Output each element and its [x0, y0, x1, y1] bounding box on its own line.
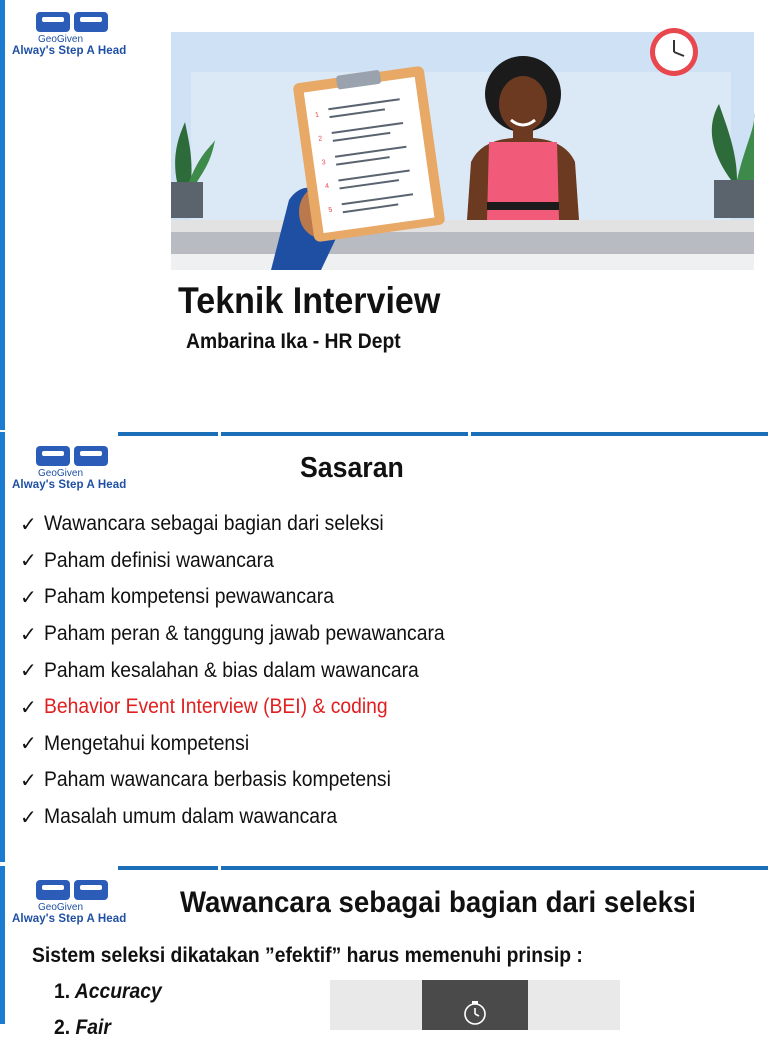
list-item: ✓ Wawancara sebagai bagian dari seleksi	[20, 512, 384, 536]
logo-brand: GeoGiven	[38, 34, 84, 45]
slide-edge-bar	[0, 866, 5, 1024]
list-item: ✓ Paham peran & tanggung jawab pewawancara	[20, 622, 445, 646]
svg-text:GeoGiven: GeoGiven	[38, 468, 84, 479]
presentation-title: Teknik Interview	[178, 280, 441, 321]
slide-title	[0, 0, 768, 430]
check-icon: ✓	[20, 586, 37, 609]
svg-text:1: 1	[314, 111, 320, 120]
slide-selection	[0, 866, 768, 1039]
list-item: 1. Accuracy	[54, 980, 162, 1003]
check-icon: ✓	[20, 550, 37, 573]
interview-illustration	[171, 32, 754, 270]
company-logo	[8, 10, 168, 57]
list-item: ✓ Paham kesalahan & bias dalam wawancara	[20, 658, 419, 683]
list-item: ✓ Masalah umum dalam wawancara	[20, 805, 338, 829]
objectives-list	[20, 506, 479, 835]
clock-icon	[650, 28, 698, 76]
svg-text:2: 2	[317, 135, 323, 143]
slide-graphic	[330, 980, 620, 1030]
list-item: ✓ Mengetahui kompetensi	[20, 731, 250, 756]
presenter-name: Ambarina Ika - HR Dept	[186, 330, 401, 353]
slide-top-rule	[118, 432, 768, 436]
logo-tagline: Alway's Step A Head	[12, 913, 127, 925]
check-icon: ✓	[20, 660, 37, 683]
stopwatch-icon	[422, 980, 528, 1030]
svg-text:5: 5	[328, 206, 333, 215]
graphic-panel	[422, 980, 528, 1030]
list-item: ✓ Paham kompetensi pewawancara	[20, 585, 334, 609]
list-item: ✓ Paham definisi wawancara	[20, 548, 274, 573]
logo-mark-icon	[8, 444, 118, 478]
company-logo	[8, 878, 168, 925]
check-icon: ✓	[20, 733, 37, 756]
check-icon: ✓	[20, 513, 37, 536]
svg-text:4: 4	[324, 182, 330, 191]
slide-edge-bar	[0, 0, 5, 430]
logo-mark-icon	[8, 10, 118, 44]
slide-top-rule	[118, 866, 768, 870]
slide-objectives	[0, 432, 768, 862]
logo-mark-icon	[8, 878, 118, 912]
slide-intro-text: Sistem seleksi dikatakan ”efektif” harus memenuhi prinsip :	[32, 944, 583, 967]
svg-text:GeoGiven: GeoGiven	[38, 902, 84, 913]
check-icon: ✓	[20, 696, 37, 719]
svg-text:3: 3	[321, 159, 327, 167]
company-logo	[8, 444, 168, 491]
slide-edge-bar	[0, 432, 5, 862]
list-item: ✓ Paham wawancara berbasis kompetensi	[20, 768, 391, 792]
check-icon: ✓	[20, 769, 37, 792]
list-item: 2. Fair	[54, 1016, 111, 1039]
check-icon: ✓	[20, 806, 37, 829]
logo-tagline: Alway's Step A Head	[12, 45, 127, 57]
slide-heading: Wawancara sebagai bagian dari seleksi	[180, 886, 696, 919]
slide-heading: Sasaran	[300, 452, 404, 484]
list-item-highlighted: ✓ Behavior Event Interview (BEI) & coding	[20, 695, 388, 719]
check-icon: ✓	[20, 623, 37, 646]
logo-tagline: Alway's Step A Head	[12, 479, 127, 491]
